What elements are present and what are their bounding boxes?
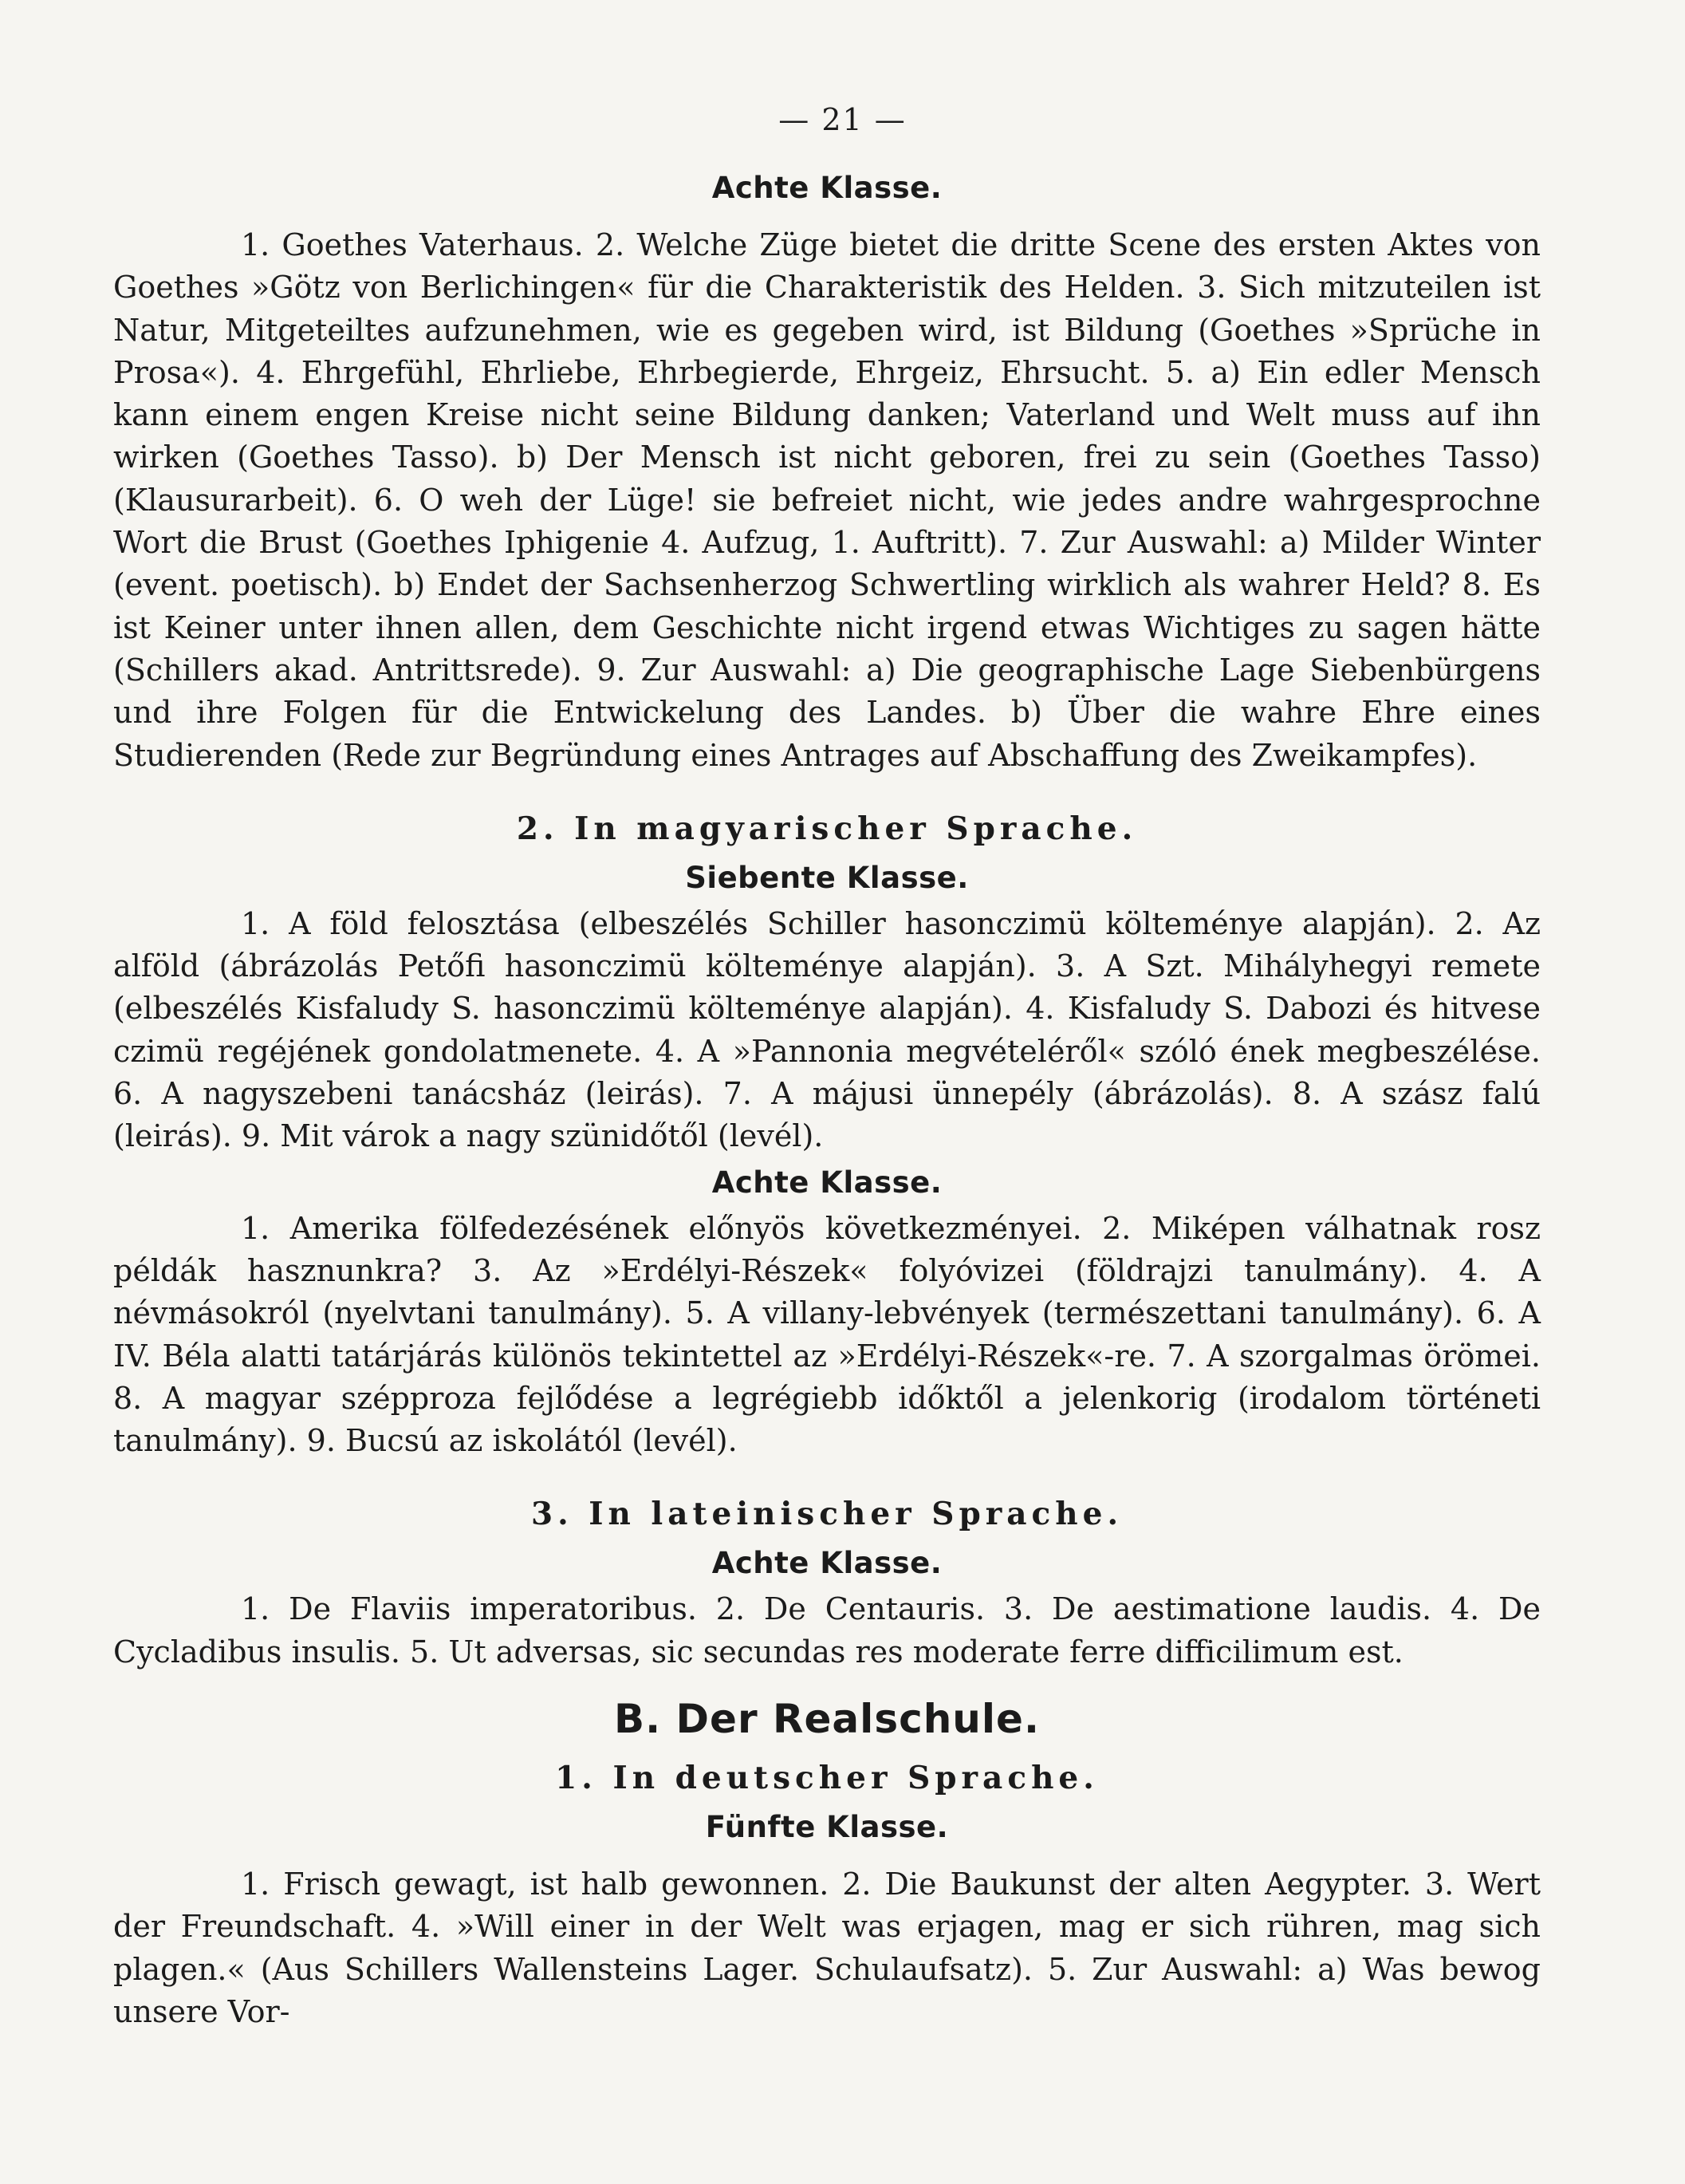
heading-achte-klasse-latein: Achte Klasse.: [711, 1546, 943, 1581]
paragraph-achte-klasse-magyar: 1. Amerika fölfedezésének előnyös következményei. 2. Miképen válhatnak rosz példák hasznunkra? 3. Az »Erdélyi-Részek« folyóvizei (földrajzi tanulmány). 4. A névmásokról (nyelvtani tanulmány). 5. A villany-lebvények (természettani tanulmány). 6. A IV. Béla alatti tatárjárás különös tekintettel az »Erdélyi-Részek«-re. 7. A szorgalmas örömei. 8. A magyar szépproza fejlődése a legrégiebb időktől a jelenkorig (irodalom történeti tanulmány). 9. Bucsú az iskolától (levél).: [113, 1210, 1541, 1459]
paragraph-fuenfte-klasse: 1. Frisch gewagt, ist halb gewonnen. 2. Die Baukunst der alten Aegypter. 3. Wert der Freundschaft. 4. »Will einer in der Welt was erjagen, mag er sich rühren, mag sich plagen.« (Aus Schillers Wallensteins Lager. Schulaufsatz). 5. Zur Auswahl: a) Was bewog unsere Vor-: [113, 1867, 1541, 2029]
page-content: [113, 164, 1541, 2033]
page-number: — 21 —: [778, 102, 907, 137]
section-title-latein: 3. In lateinischer Sprache.: [530, 1496, 1124, 1533]
heading-der-realschule: B. Der Realschule.: [614, 1696, 1040, 1743]
section-title-realschule-deutsch: 1. In deutscher Sprache.: [555, 1760, 1099, 1797]
heading-achte-klasse-magyar: Achte Klasse.: [711, 1165, 943, 1200]
paragraph-achte-klasse-latein: 1. De Flaviis imperatoribus. 2. De Centauris. 3. De aestimatione laudis. 4. De Cycladibus insulis. 5. Ut adversas, sic secundas res moderate ferre difficilimum est.: [113, 1591, 1541, 1670]
section-title-magyar: 2. In magyarischer Sprache.: [516, 810, 1138, 847]
heading-fuenfte-klasse: Fünfte Klasse.: [705, 1810, 949, 1845]
heading-siebente-klasse-magyar: Siebente Klasse.: [685, 860, 969, 895]
heading-achte-klasse-german: Achte Klasse.: [711, 171, 943, 205]
paragraph-achte-klasse-german: 1. Goethes Vaterhaus. 2. Welche Züge bietet die dritte Scene des ersten Aktes von Goethes »Götz von Berlichingen« für die Charakteristik des Helden. 3. Sich mitzuteilen ist Natur, Mitgeteiltes aufzunehmen, wie es gegeben wird, ist Bildung (Goethes »Sprüche in Prosa«). 4. Ehrgefühl, Ehrliebe, Ehrbegierde, Ehrgeiz, Ehrsucht. 5. a) Ein edler Mensch kann einem engen Kreise nicht seine Bildung danken; Vaterland und Welt muss auf ihn wirken (Goethes Tasso). b) Der Mensch ist nicht geboren, frei zu sein (Goethes Tasso) (Klausurarbeit). 6. O weh der Lüge! sie befreiet nicht, wie jedes andre wahrgesprochne Wort die Brust (Goethes Iphigenie 4. Aufzug, 1. Auftritt). 7. Zur Auswahl: a) Milder Winter (event. poetisch). b) Endet der Sachsenherzog Schwertling wirklich als wahrer Held? 8. Es ist Keiner unter ihnen allen, dem Geschichte nicht irgend etwas Wichtiges zu sagen hätte (Schillers akad. Antrittsrede). 9. Zur Auswahl: a) Die geographische Lage Siebenbürgens und ihre Folgen für die Entwickelung des Landes. b) Über die wahre Ehre eines Studierenden (Rede zur Begründung eines Antrages auf Abschaffung des Zweikampfes).: [113, 227, 1541, 773]
paragraph-siebente-klasse-magyar: 1. A föld felosztása (elbeszélés Schiller hasonczimü költeménye alapján). 2. Az alföld (ábrázolás Petőfi hasonczimü költeménye alapján). 3. A Szt. Mihályhegyi remete (elbeszélés Kisfaludy S. hasonczimü költeménye alapján). 4. Kisfaludy S. Dabozi és hitvese czimü regéjének gondolatmenete. 4. A »Pannonia megvételéről« szóló ének megbeszélése. 6. A nagyszebeni tanácsház (leirás). 7. A májusi ünnepély (ábrázolás). 8. A szász falú (leirás). 9. Mit várok a nagy szünidőtől (levél).: [113, 905, 1541, 1154]
